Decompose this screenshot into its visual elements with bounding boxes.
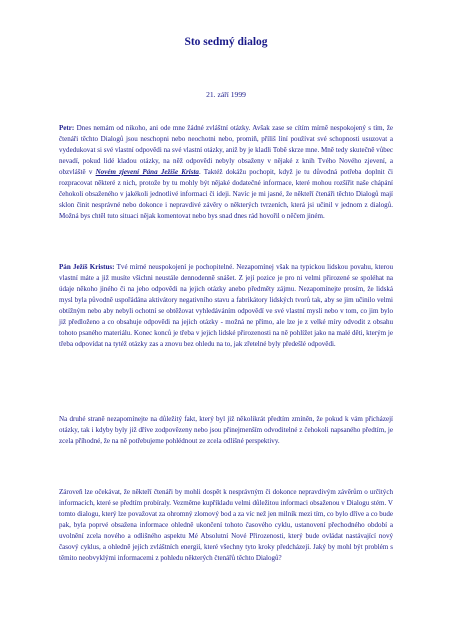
speaker-label: Petr: — [59, 124, 75, 132]
paragraph-text: Dnes nemám od nikoho, ani ode mne žádné zvláštní otázky. Avšak zase se cítím mírně nespokojený s tím, že čtenáři těchto Dialogů jsou neschopni nebo neochotni nebo, promiň, příliš líní používat své schopnosti usuzovat a vydedukovat si své vlastní odpovědi na své vlastní otázky, aniž by je kladli Tobě skrze mne. Mně tedy skutečně vůbec nevadí, pokud lidé kladou otázky, na něž odpovědi nebyly obsaženy v nějaké z knih Tvého Nového zjevení, a obzvláště v — [59, 124, 393, 176]
document-date: 21. září 1999 — [206, 90, 246, 99]
book-title-link[interactable]: Novém zjevení Pána Ježíše Krista — [95, 167, 199, 176]
paragraph-petr — [59, 123, 393, 222]
paragraph-jesus — [59, 262, 393, 350]
paragraph: Na druhé straně nezapomínejte na důležitý fakt, který byl již několikrát předtím zmíněn, že pokud k vám přicházejí otázky, tak i kdyby byly již dříve zodpovězeny nebo jsou přinejmenším odvoditelné z čehokoli napsaného předtím, je zcela příhodné, že na ně potřebujeme pohlédnout ze zcela odlišné perspektivy. — [59, 415, 393, 445]
paragraph-text: Tvé mírné neuspokojení je pochopitelné. Nezapomínej však na typickou lidskou povahu, kterou vlastní máte a již musíte všichni neustále dennodenně snášet. Z její pozice je pro ni velmi přirozené se spoléhat na údaje někoho jiného či na jeho odpovědi na jejich otázky anebo předměty zájmu. Nezapomínejte prosím, že lidská mysl byla původně uspořádána aktivátory negativního stavu a fabrikátory lidských tvorů tak, aby se jim učinilo velmi obtížným nebo aby nebyli ochotní se obtěžovat vyhledáváním odpovědí ve své vlastní mysli nebo v tom, co jim bylo již předloženo a co obsahuje odpovědi na jejich otázky - možná ne přímo, ale lze je z velké míry odvodit z obsahu tohoto psaného materiálu. Konec konců je třeba v jejich lidské přirozenosti na ně pohlížet jako na malé děti, kterým je třeba odpovídat na tytéž otázky zas a znovu bez ohledu na to, jak zřetelné byly předešlé odpovědi. — [59, 263, 393, 348]
paragraph: Zároveň lze očekávat, že někteří čtenáři by mohli dospět k nesprávným či dokonce nepravdivým závěrům o určitých informacích, které se předtím probíraly. Vezměme kupříkladu velmi důležitou informaci obsaženou v Dialogu stém. V tomto dialogu, který lze považovat za ohromný zlomový bod a za víc než jen milník mezi tím, co bylo dříve a co bude pak, byla poprvé obsažena informace ohledně ukončení tohoto časového cyklu, ustanovení přechodného období a uvolnění zcela nového a odlišného aspektu Mé Absolutní Nové Přirozenosti, který bude ovládat nastávající nový časový cyklus, a ohledně jejích zvláštních energií, které všechny tyto kroky předcházejí. Jaký by mohl být problém s těmito neobvyklými informacemi z pohledu některých čtenářů těchto Dialogů? — [59, 488, 393, 562]
paragraph-text: . Taktéž dokážu pochopit, když je tu důvodná potřeba doplnit či rozpracovat některé z nich, protože by tu mohly být nějaké dodatečné informace, které mohou rozšířit naše chápání čehokoli obsaženého v jakékoli jednotlivé informaci či ideji. Navíc je mi jasné, že někteří čtenáři těchto Dialogů mají sklon činit nesprávné nebo dokonce i nepravdivé závěry o některých tvrzeních, která jsi učinil v jednom z dialogů. Možná bys chtěl tuto situaci nějak komentovat nebo bys snad dnes rád hovořil o něčem jiném. — [59, 167, 393, 220]
document-title: Sto sedmý dialog — [184, 36, 268, 48]
speaker-label: Pán Ježíš Kristus: — [59, 263, 115, 271]
